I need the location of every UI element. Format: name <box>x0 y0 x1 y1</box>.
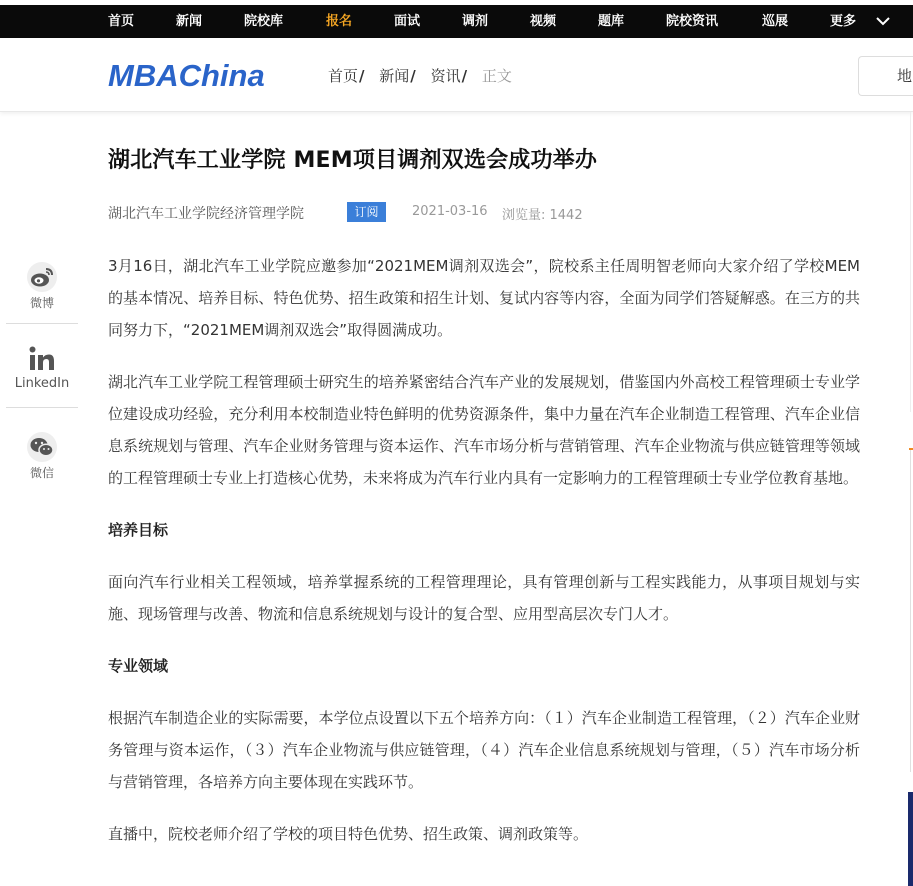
breadcrumb-current: 正文 <box>481 67 512 85</box>
breadcrumb-home-label: 首页 <box>328 67 359 85</box>
article-paragraph: 面向汽车行业相关工程领域，培养掌握系统的工程管理理论，具有管理创新与工程实践能力，从事项目规划与实施、现场管理与改善、物流和信息系统规划与设计的复合型、应用型高层次专门人才。 <box>108 573 860 623</box>
breadcrumb-separator: / <box>461 67 468 85</box>
share-weibo-label: 微博 <box>29 296 54 310</box>
linkedin-icon <box>27 344 57 374</box>
article-body <box>108 250 860 870</box>
topnav-item-video[interactable]: 视频 <box>530 14 557 29</box>
article-paragraph: 3月16日，湖北汽车工业学院应邀参加“2021MEM调剂双选会”，院校系主任周明智老师向大家介绍了学校MEM的基本情况、培养目标、特色优势、招生政策和招生计划、复试内容等内容，全面为同学们答疑解惑。在三方的共同努力下，“2021MEM调剂双选会”取得圆满成功。 <box>108 257 860 339</box>
share-divider <box>6 323 78 324</box>
topnav-item-interview[interactable]: 面试 <box>394 14 421 29</box>
breadcrumb-separator: / <box>410 67 416 85</box>
article-paragraph: 根据汽车制造企业的实际需要，本学位点设置以下五个培养方向：（１）汽车企业制造工程管理，（２）汽车企业财务管理与资本运作，（３）汽车企业物流与供应链管理，（４）汽车企业信息系统规划与管理，（５）汽车市场分析与营销管理，各培养方向主要体现在实践环节。 <box>108 709 860 791</box>
share-linkedin-label: LinkedIn <box>14 376 70 391</box>
topnav-item-tour[interactable]: 巡展 <box>762 14 789 29</box>
site-header <box>0 38 913 112</box>
subscribe-button[interactable]: 订阅 <box>347 202 386 222</box>
topnav-item-home[interactable]: 首页 <box>108 14 135 29</box>
article-views: 浏览量: 1442 <box>502 208 583 223</box>
breadcrumb-news[interactable] <box>379 65 416 86</box>
topnav-item-news[interactable]: 新闻 <box>176 14 203 29</box>
section-heading-fields: 专业领域 <box>108 657 169 675</box>
breadcrumb <box>328 65 522 86</box>
article-author[interactable]: 湖北汽车工业学院经济管理学院 <box>108 206 304 222</box>
share-divider <box>6 407 78 408</box>
search-input[interactable]: 地 <box>858 56 913 96</box>
breadcrumb-info[interactable] <box>431 65 468 86</box>
wechat-icon <box>26 432 58 462</box>
article-paragraph: 直播中，院校老师介绍了学校的项目特色优势、招生政策、调剂政策等。 <box>108 825 589 843</box>
share-wechat[interactable] <box>6 432 78 481</box>
mbachina-logo[interactable] <box>108 57 290 93</box>
breadcrumb-home[interactable] <box>328 65 365 86</box>
weibo-icon <box>26 262 58 292</box>
topnav-item-questions[interactable]: 题库 <box>598 14 625 29</box>
breadcrumb-separator: / <box>359 67 365 85</box>
top-nav-bar <box>0 5 913 38</box>
share-wechat-label: 微信 <box>29 466 54 480</box>
article-title: 湖北汽车工业学院 MEM项目调剂双选会成功举办 <box>108 148 598 173</box>
right-widget-accent <box>909 448 913 450</box>
section-heading-goals: 培养目标 <box>108 521 169 539</box>
topnav-item-schools[interactable]: 院校库 <box>244 14 284 29</box>
article-paragraph: 湖北汽车工业学院工程管理硕士研究生的培养紧密结合汽车产业的发展规划，借鉴国内外高校工程管理硕士专业学位建设成功经验，充分利用本校制造业特色鲜明的优势资源条件，集中力量在汽车企业制造工程管理、汽车企业信息系统规划与管理、汽车企业财务管理与资本运作、汽车市场分析与营销管理、汽车企业物流与供应链管理等领域的工程管理硕士专业上打造核心优势，未来将成为汽车行业内具有一定影响力的工程管理硕士专业学位教育基地。 <box>108 373 860 487</box>
right-banner-edge[interactable] <box>908 792 913 886</box>
topnav-item-more[interactable]: 更多 <box>830 14 857 29</box>
logo-text: MBAChina <box>108 58 265 93</box>
topnav-item-transfer[interactable]: 调剂 <box>462 14 489 29</box>
topnav-item-school-news[interactable]: 院校资讯 <box>666 14 719 29</box>
breadcrumb-info-label: 资讯 <box>430 67 461 85</box>
breadcrumb-news-label: 新闻 <box>379 67 410 85</box>
share-linkedin[interactable] <box>6 344 78 391</box>
topnav-item-signup[interactable]: 报名 <box>326 14 353 29</box>
chevron-down-icon[interactable] <box>876 14 890 28</box>
article-date: 2021-03-16 <box>412 204 488 219</box>
share-weibo[interactable] <box>6 262 78 311</box>
